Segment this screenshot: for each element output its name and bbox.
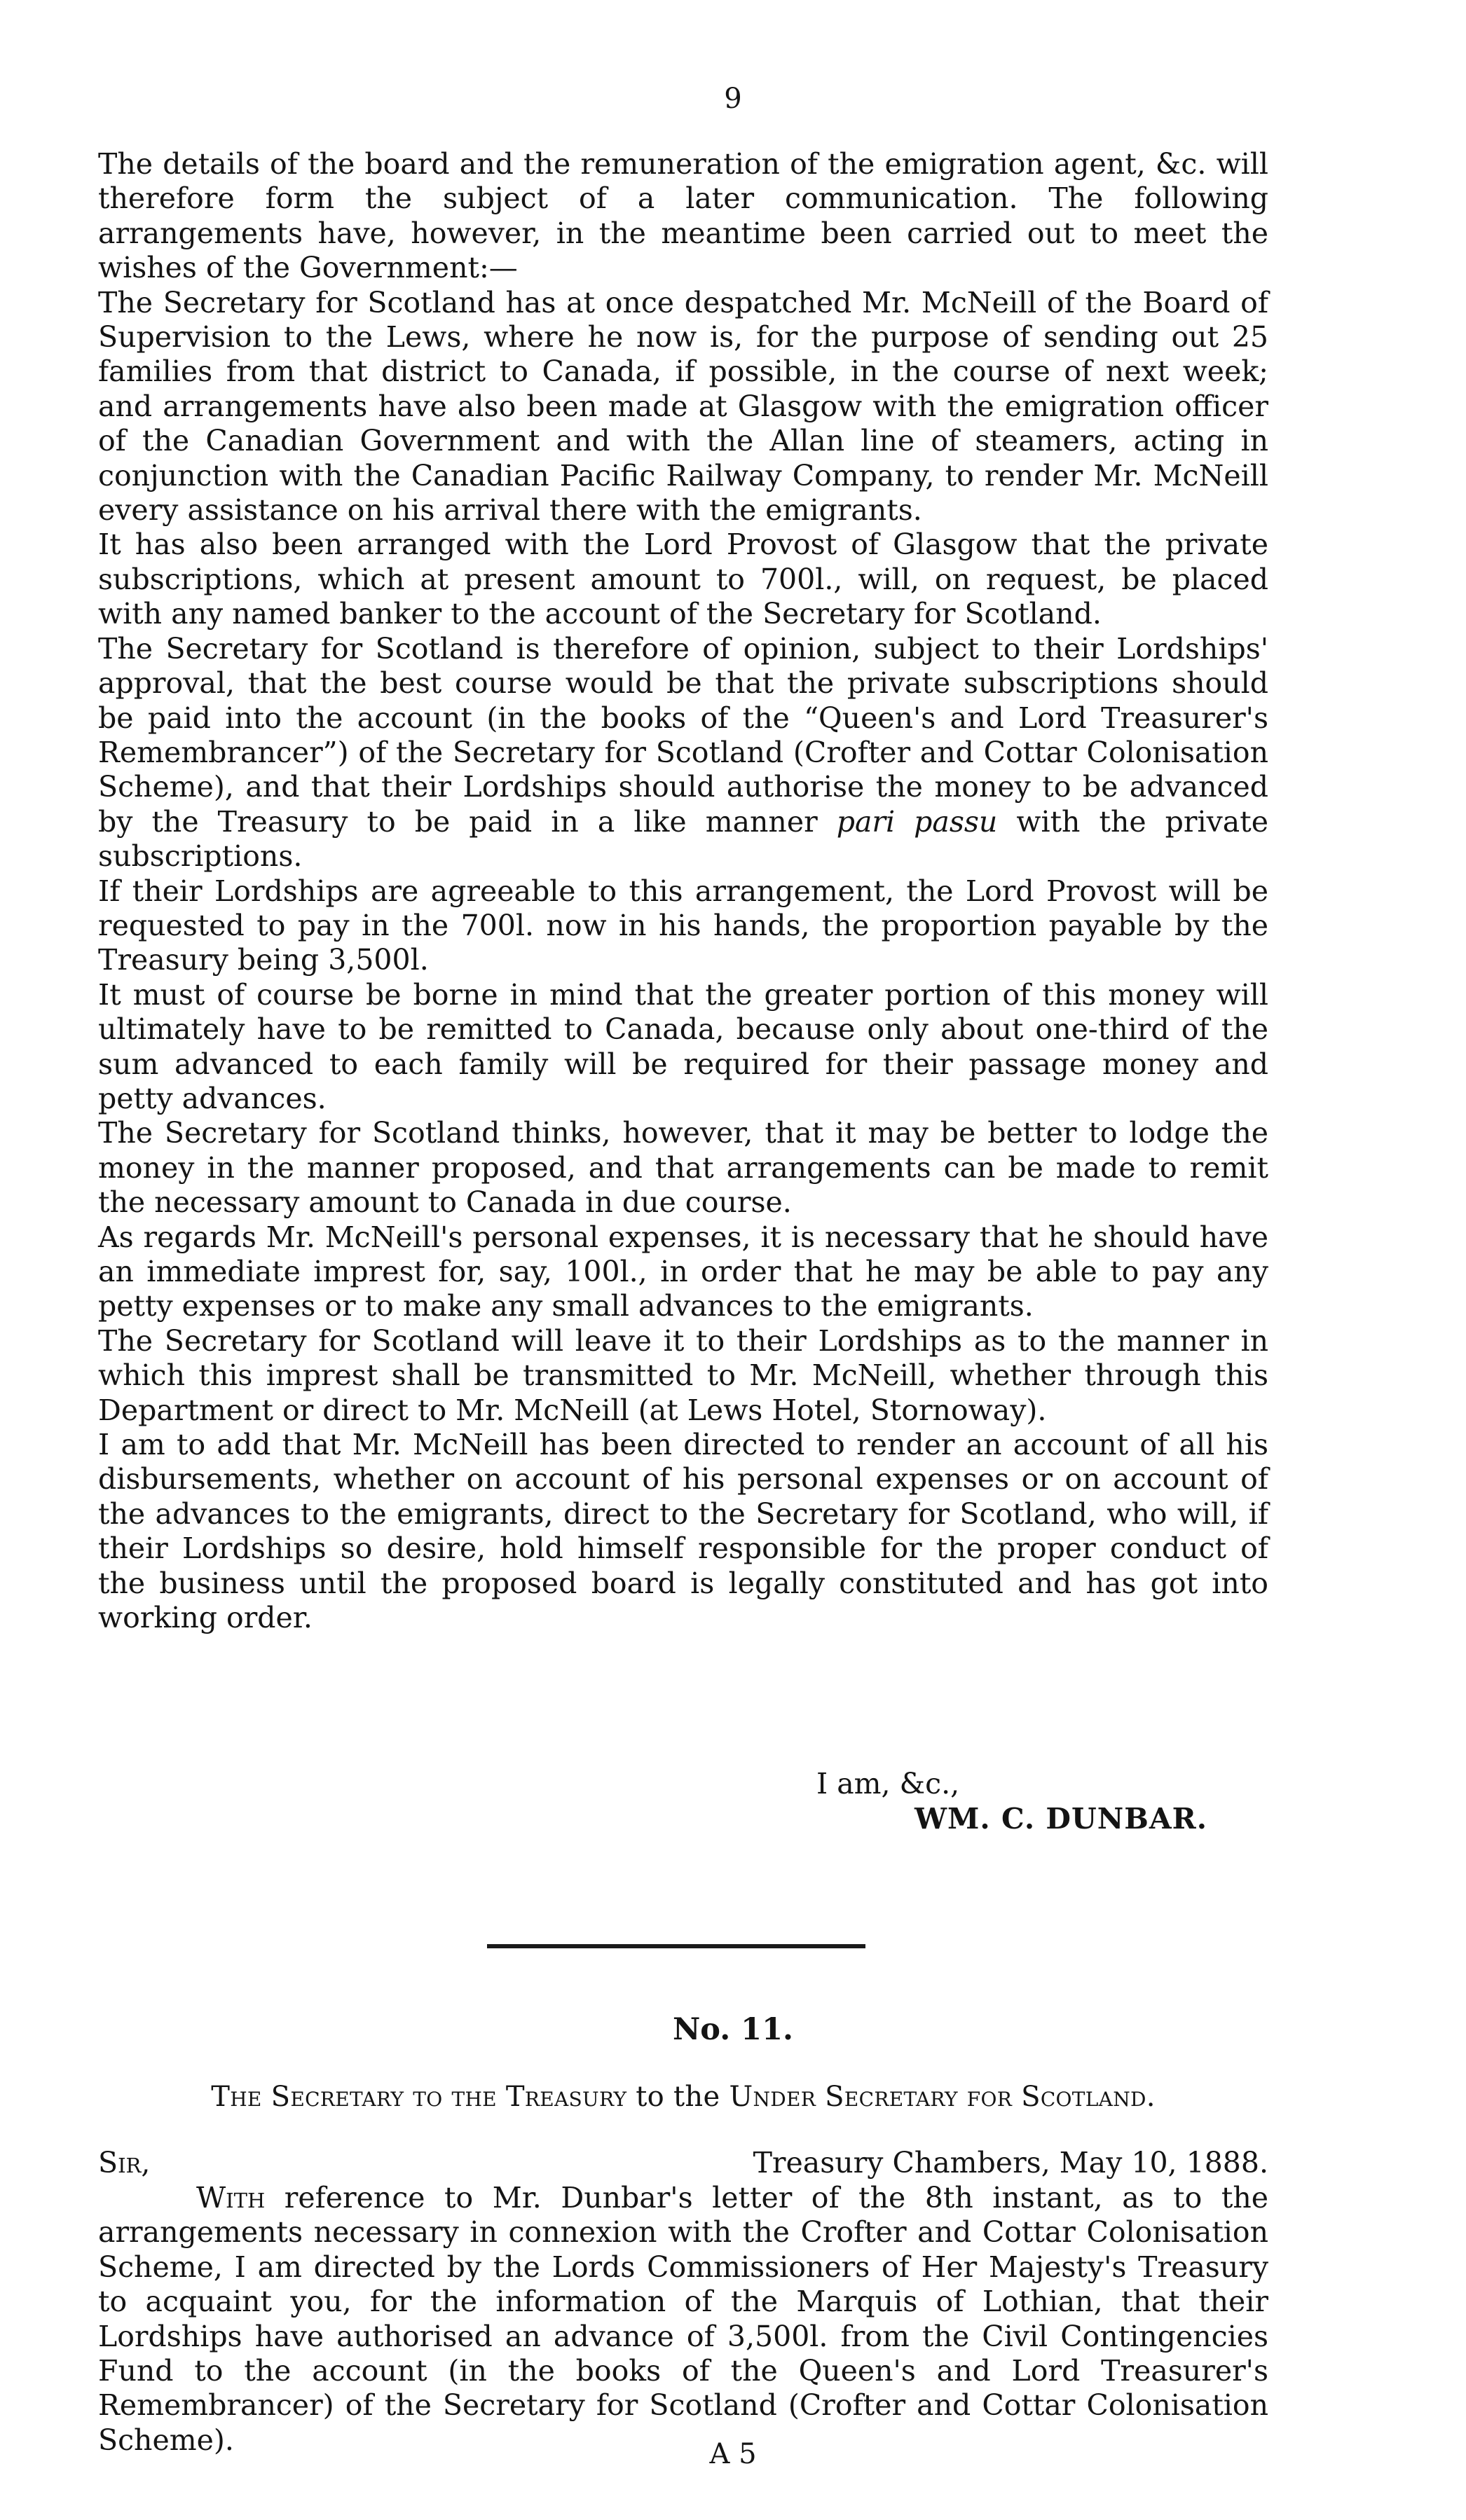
salutation: Sir, <box>98 2146 151 2180</box>
paragraph-private-subscriptions: It has also been arranged with the Lord Provost of Glasgow that the private subscriptions, which at present amount to 700l., will, on request, be placed with any named banker to the account of the Secretary for Scotland. <box>98 528 1268 631</box>
paragraph-mcneill-despatched: The Secretary for Scotland has at once despatched Mr. McNeill of the Board of Supervision to the Lews, where he now is, for the purpose of sending out 25 families from that district to Canada, if possible, in the course of next week; and arrangements have also been made at Glasgow with the emigration officer of the Canadian Government and with the Allan line of steamers, acting in conjunction with the Canadian Pacific Railway Company, to render Mr. McNeill every assistance on his arrival there with the emigrants. <box>98 285 1268 528</box>
page-number: 9 <box>724 83 742 115</box>
salutation-row <box>98 2146 1268 2181</box>
place-date: Treasury Chambers, May 10, 1888. <box>753 2146 1268 2180</box>
paragraph-personal-expenses: As regards Mr. McNeill's personal expenses, it is necessary that he should have an immediate imprest for, say, 100l., in order that he may be able to pay any petty expenses or to make any small advances to the emigrants. <box>98 1220 1268 1323</box>
printer-signature-mark: A 5 <box>709 2438 757 2470</box>
signature: WM. C. DUNBAR. <box>914 1802 1208 1836</box>
closing-text: I am, &c., <box>816 1767 960 1801</box>
paragraph-lord-provost: If their Lordships are agreeable to this arrangement, the Lord Provost will be requested to pay in the 700l. now in his hands, the proportion payable by the Treasury being 3,500l. <box>98 874 1268 977</box>
letter-no-11-body <box>98 2181 1268 2458</box>
paragraph-best-course-tail: with the private subscriptions. <box>98 804 1268 874</box>
heading-to: to the <box>636 2081 720 2113</box>
paragraph-remitted-canada: It must of course be borne in mind that the greater portion of this money will ultimately have to be remitted to Canada, because only about one-third of the sum advanced to each family will be required for their passage money and petty advances. <box>98 977 1268 1115</box>
paragraph-best-course-text: The Secretary for Scotland is therefore of opinion, subject to their Lordships' approval, that the best course would be that the private subscriptions should be paid into the account (in the books of the “Queen's and Lord Treasurer's Remembrancer”) of the Secretary for Scotland (Crofter and Cottar Colonisation Scheme), and that their Lordships should authorise the money to be advanced by the Treasury to be paid in a like manner <box>98 631 1268 839</box>
letter-no-11-paragraph <box>98 2181 1268 2458</box>
paragraph-imprest-transmission: The Secretary for Scotland will leave it to their Lordships as to the manner in which this imprest shall be transmitted to Mr. McNeill, whether through this Department or direct to Mr. McNeill (at Lews Hotel, Stornoway). <box>98 1323 1268 1427</box>
letter-no-11-text: reference to Mr. Dunbar's letter of the 8th instant, as to the arrangements necessary in connexion with the Crofter and Cottar Colonisation Scheme, I am directed by the Lords Commissioners of Her Majesty's Treasury to acquaint you, for the information of the Marquis of Lothian, that their Lordships have authorised an advance of 3,500l. from the Civil Contingencies Fund to the account (in the books of the Queen's and Lord Treasurer's Remembrancer) of the Secretary for Scotland (Crofter and Cottar Colonisation Scheme). <box>98 2181 1268 2457</box>
document-number: No. 11. <box>673 2012 793 2047</box>
paragraph-disbursements: I am to add that Mr. McNeill has been directed to render an account of all his disbursements, whether on account of his personal expenses or on account of the advances to the emigrants, direct to the Secretary for Scotland, who will, if their Lordships so desire, hold himself responsible for the proper conduct of the business until the proposed board is legally constituted and has got into working order. <box>98 1428 1268 1635</box>
paragraph-board-details: The details of the board and the remuneration of the emigration agent, &c. will therefore form the subject of a later communication. The following arrangements have, however, in the meantime been carried out to meet the wishes of the Government:— <box>98 147 1268 285</box>
heading-sender: The Secretary to the Treasury <box>211 2081 627 2113</box>
pari-passu-phrase: pari passu <box>836 804 998 839</box>
letter-heading <box>98 2081 1268 2113</box>
paragraph-lodge-money: The Secretary for Scotland thinks, however, that it may be better to lodge the money in the manner proposed, and that arrangements can be made to remit the necessary amount to Canada in due course. <box>98 1116 1268 1220</box>
section-divider <box>487 1944 865 1948</box>
letter-body-previous <box>98 147 1268 1635</box>
paragraph-best-course <box>98 632 1268 874</box>
heading-recipient: Under Secretary for Scotland. <box>729 2081 1156 2113</box>
letter-opening-word: With <box>196 2181 266 2215</box>
